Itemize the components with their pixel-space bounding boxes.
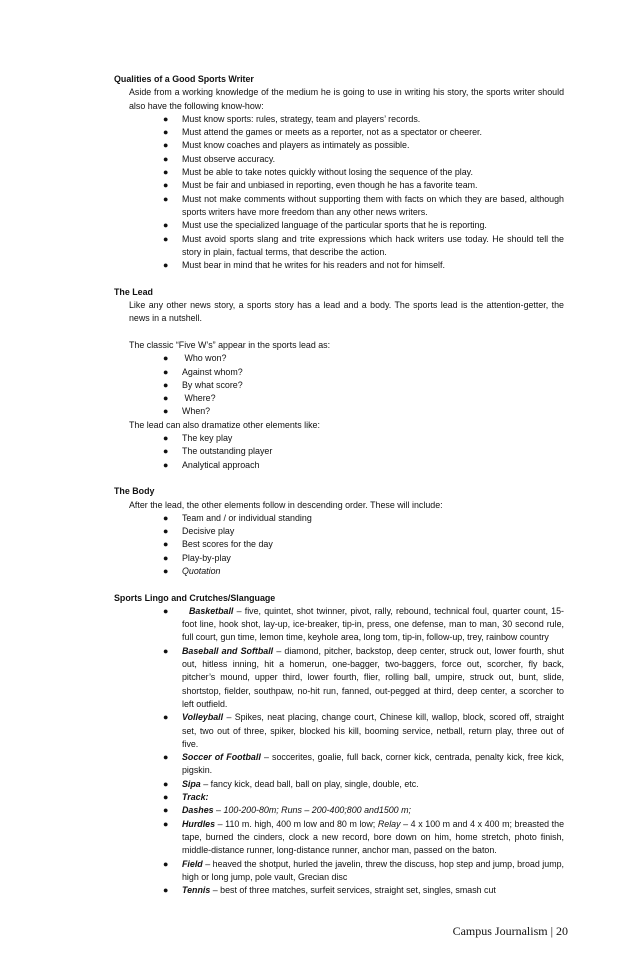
list-item: ● Baseball and Softball – diamond, pitcher, backstop, deep center, struck out, lower fourth, shut out, hitless inning, hit a homerun, one-bagger, two-baggers, force out, scorcher, fly back, pitcher’s mound, upper third, lower fourth, flier, rolling ball, umpire, struck out, bunt, slide, shortstop, fielder, southpaw, no-hit run, fanned, out-pegged at third, deep center, a scorcher to left outfield. — [163, 645, 564, 709]
bullet-icon: ● — [163, 393, 169, 404]
list-item: ● Play-by-play — [182, 552, 564, 565]
body-intro: After the lead, the other elements follow in descending order. These will include: — [129, 499, 443, 510]
lingo-list — [114, 605, 564, 898]
bullet-icon: ● — [163, 180, 169, 191]
dramatize-intro: The lead can also dramatize other elements like: — [129, 419, 320, 430]
list-item: ● Must observe accuracy. — [182, 153, 564, 166]
list-item: ● Must know coaches and players as intimately as possible. — [182, 139, 564, 152]
bullet-icon: ● — [163, 446, 169, 457]
bullet-icon: ● — [163, 220, 169, 231]
list-item: ● When? — [182, 405, 564, 418]
bullet-icon: ● — [163, 885, 169, 896]
bullet-icon: ● — [163, 539, 169, 550]
list-item: ● Sipa – fancy kick, dead ball, ball on play, single, double, etc. — [182, 778, 564, 791]
bullet-icon: ● — [163, 565, 169, 576]
bullet-icon: ● — [163, 712, 169, 723]
bullet-icon: ● — [163, 459, 169, 470]
five-w-intro: The classic “Five W’s” appear in the sports lead as: — [129, 339, 331, 350]
bullet-icon: ● — [163, 140, 169, 151]
list-item: ● Best scores for the day — [182, 538, 564, 551]
list-item: ● Decisive play — [182, 525, 564, 538]
bullet-icon: ● — [163, 233, 169, 244]
body-heading: The Body — [114, 486, 155, 497]
lead-intro: Like any other news story, a sports story has a lead and a body. The sports lead is the attention-getter, the news in a nutshell. — [129, 300, 564, 324]
list-item: ● Must not make comments without supporting them with facts on which they are based, although sports writers have more freedom than any other news writers. — [163, 193, 564, 217]
list-item: ● Against whom? — [182, 366, 564, 379]
list-item: ● Must attend the games or meets as a reporter, not as a spectator or cheerer. — [182, 126, 564, 139]
list-item: ● Field – heaved the shotput, hurled the javelin, threw the discuss, hop step and jump, broad jump, high or long jump, pole vault, Grecian disc — [163, 858, 564, 882]
list-item: ● Must know sports: rules, strategy, team and players’ records. — [182, 113, 564, 126]
list-item: ● Team and / or individual standing — [182, 512, 564, 525]
bullet-icon: ● — [163, 193, 169, 204]
list-item: ● Must be fair and unbiased in reporting, even though he has a favorite team. — [182, 179, 564, 192]
list-item: ● The key play — [182, 432, 564, 445]
body-list — [114, 512, 564, 578]
bullet-icon: ● — [163, 818, 169, 829]
bullet-icon: ● — [163, 552, 169, 563]
qualities-heading: Qualities of a Good Sports Writer — [114, 74, 254, 84]
bullet-icon: ● — [163, 433, 169, 444]
list-item: ● Hurdles – 110 m. high, 400 m low and 80 m low; Relay – 4 x 100 m and 4 x 400 m; breasted the tape, burned the cinders, clock a new record, bore down on him, home stretch, photo finish, middle-distance runner, long-distance runner, anchor man, passed on the baton. — [163, 818, 565, 856]
five-w-list — [114, 352, 564, 418]
list-item: ● Must be able to take notes quickly without losing the sequence of the play. — [182, 166, 564, 179]
bullet-icon: ● — [163, 645, 169, 656]
bullet-icon: ● — [163, 406, 169, 417]
bullet-icon: ● — [163, 805, 169, 816]
bullet-icon: ● — [163, 260, 169, 271]
bullet-icon: ● — [163, 353, 169, 364]
bullet-icon: ● — [163, 605, 169, 616]
list-item: ● Must bear in mind that he writes for his readers and not for himself. — [182, 259, 564, 272]
list-item: ● Quotation — [182, 565, 564, 578]
list-item: ● Basketball – five, quintet, shot twinner, pivot, rally, rebound, technical foul, quarter count, 15-foot line, hook shot, lay-up, ice-breaker, tip-in, press, one defense, man to man, 30 second rule, full court, gun time, lemon time, keyhole area, long tom, tip-in, follow-up, trey, rainbow country — [163, 605, 564, 643]
bullet-icon: ● — [163, 752, 169, 763]
dramatize-list — [114, 432, 564, 472]
list-item: ● By what score? — [182, 379, 564, 392]
list-item: ● Must avoid sports slang and trite expressions which hack writers use today. He should tell the story in plain, factual terms, that describe the action. — [163, 233, 564, 257]
bullet-icon: ● — [163, 127, 169, 138]
list-item: ● Dashes – 100-200-80m; Runs – 200-400;800 and1500 m; — [182, 804, 564, 817]
list-item: ● Soccer of Football – soccerites, goalie, full back, corner kick, centrada, penalty kick, free kick, pigskin. — [163, 752, 564, 776]
page-content — [114, 73, 564, 897]
bullet-icon: ● — [163, 512, 169, 523]
bullet-icon: ● — [163, 778, 169, 789]
bullet-icon: ● — [163, 167, 169, 178]
qualities-intro: Aside from a working knowledge of the medium he is going to use in writing his story, the sports writer should also have the following know-how: — [129, 87, 564, 111]
list-item: ● Who won? — [182, 352, 564, 365]
list-item: ● Volleyball – Spikes, neat placing, change court, Chinese kill, wallop, block, scored off, straight set, two out of three, spiker, blocked his kill, booming service, netball, return play, three out of five. — [163, 712, 564, 749]
list-item: ● The outstanding player — [182, 445, 564, 458]
bullet-icon: ● — [163, 858, 169, 869]
list-item: ● Analytical approach — [182, 459, 564, 472]
bullet-icon: ● — [163, 379, 169, 390]
list-item: ● Track: — [182, 791, 564, 804]
bullet-icon: ● — [163, 113, 169, 124]
qualities-list — [114, 113, 564, 273]
list-item: ● Must use the specialized language of the particular sports that he is reporting. — [182, 219, 564, 232]
bullet-icon: ● — [163, 153, 169, 164]
list-item: ● Where? — [182, 392, 564, 405]
page-footer: Campus Journalism | 20 — [452, 924, 568, 938]
lingo-heading: Sports Lingo and Crutches/Slanguage — [114, 592, 276, 603]
bullet-icon: ● — [163, 526, 169, 537]
lead-heading: The Lead — [114, 286, 153, 297]
bullet-icon: ● — [163, 366, 169, 377]
list-item: ● Tennis – best of three matches, surfeit services, straight set, singles, smash cut — [182, 884, 564, 897]
bullet-icon: ● — [163, 792, 169, 803]
